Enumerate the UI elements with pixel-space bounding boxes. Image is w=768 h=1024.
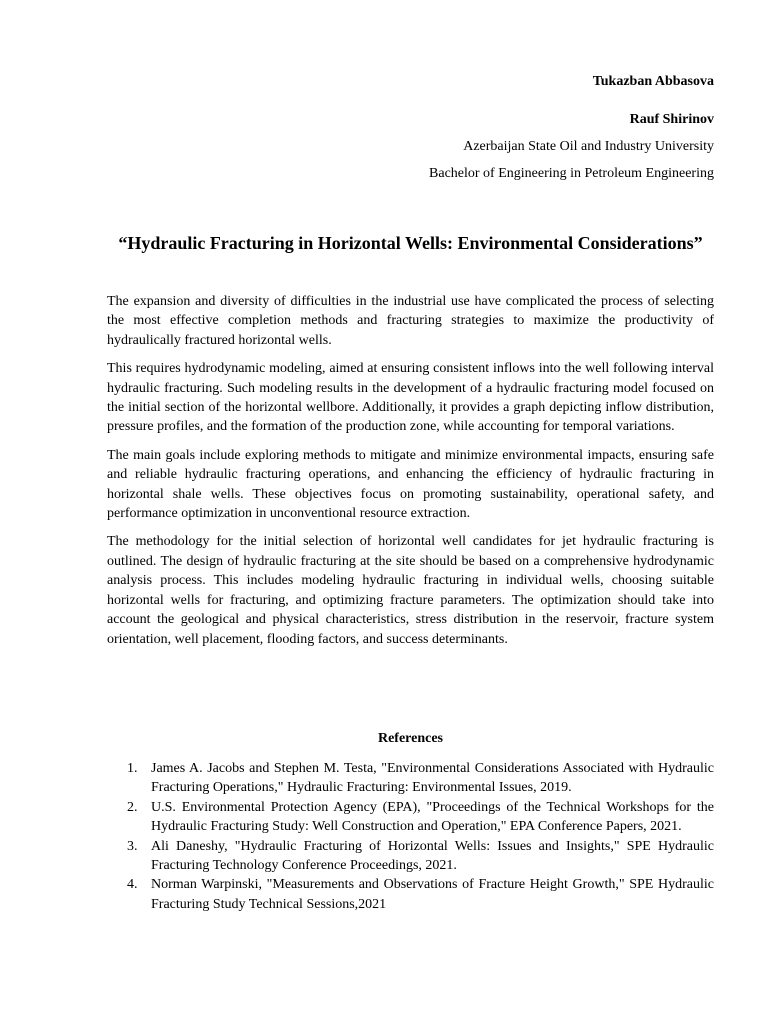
reference-text: Norman Warpinski, "Measurements and Observations of Fracture Height Growth," SPE Hydraulic Fracturing Study Technical Sessions,2021: [151, 877, 714, 912]
reference-item: [107, 798, 714, 837]
abstract-body: [107, 292, 714, 658]
university-name: Azerbaijan State Oil and Industry University: [463, 139, 714, 154]
paragraph: The expansion and diversity of difficulties in the industrial use have complicated the process of selecting the most effective completion methods and fracturing strategies to maximize the productivity of hydraulically fractured horizontal wells.: [107, 294, 714, 348]
reference-number: 4.: [127, 877, 138, 893]
reference-number: 2.: [127, 799, 138, 815]
reference-item: [107, 837, 714, 876]
reference-item: [107, 759, 714, 798]
author-name-1: Tukazban Abbasova: [592, 74, 714, 89]
paragraph: The main goals include exploring methods to mitigate and minimize environmental impacts, ensuring safe and reliable hydraulic fracturing operations, and enhancing the efficiency of hydraulic fracturing in horizontal shale wells. These objectives focus on promoting sustainability, operational safety, and performance optimization in unconventional resource extraction.: [107, 447, 714, 522]
paragraph: The methodology for the initial selection of horizontal well candidates for jet hydraulic fracturing is outlined. The design of hydraulic fracturing at the site should be based on a comprehensive hydrodynamic analysis process. This includes modeling hydraulic fracturing in individual wells, choosing suitable horizontal wells for fracturing, and optimizing fracture parameters. The optimization should take into account the geological and physical characteristics, stress distribution in the reservoir, fracture system orientation, well placement, flooding factors, and success determinants.: [107, 534, 714, 647]
reference-text: U.S. Environmental Protection Agency (EPA), "Proceedings of the Technical Workshops for the Hydraulic Fracturing Study: Well Construction and Operation," EPA Conference Papers, 2021.: [151, 799, 714, 835]
reference-number: 3.: [127, 838, 138, 854]
reference-number: 1.: [127, 761, 138, 776]
paper-title: “Hydraulic Fracturing in Horizontal Wells: Environmental Considerations”: [118, 233, 703, 253]
reference-text: James A. Jacobs and Stephen M. Testa, "Environmental Considerations Associated with Hydraulic Fracturing Operations," Hydraulic Fracturing: Environmental Issues, 2019.: [151, 761, 714, 796]
reference-item: [107, 875, 714, 914]
references-list: [107, 759, 714, 914]
degree-program: Bachelor of Engineering in Petroleum Engineering: [429, 166, 714, 181]
author-name-2: Rauf Shirinov: [629, 112, 714, 127]
reference-text: Ali Daneshy, "Hydraulic Fracturing of Horizontal Wells: Issues and Insights," SPE Hydraulic Fracturing Technology Conference Proceedings, 2021.: [151, 838, 714, 874]
paragraph: This requires hydrodynamic modeling, aimed at ensuring consistent inflows into the well following interval hydraulic fracturing. Such modeling results in the development of a hydraulic fracturing model focused on the initial section of the horizontal wellbore. Additionally, it provides a graph depicting inflow distribution, pressure profiles, and the formation of the production zone, while accounting for temporal variations.: [107, 361, 714, 435]
references-heading: References: [377, 731, 444, 746]
